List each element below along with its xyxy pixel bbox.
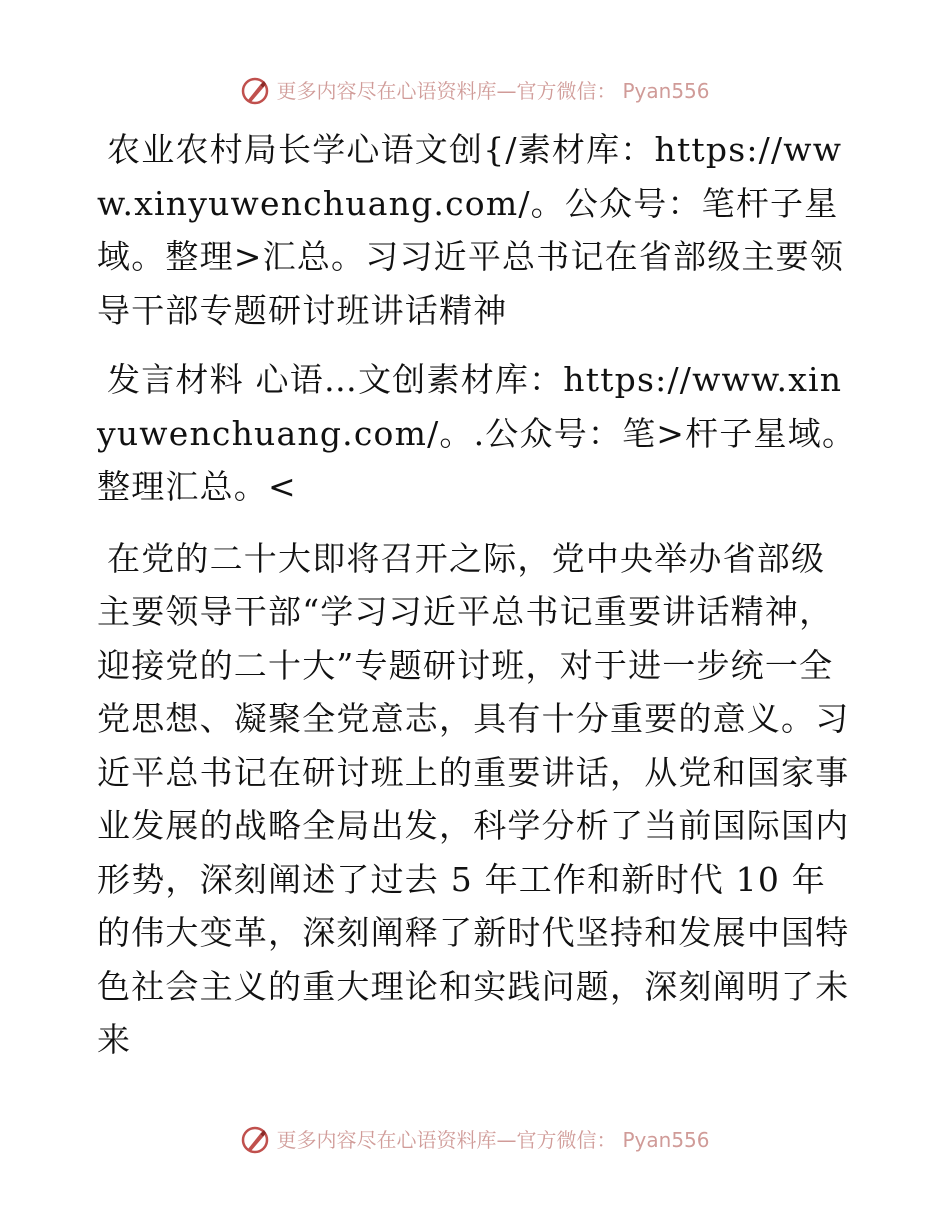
header-watermark <box>0 76 950 106</box>
paragraph-title: 农业农村局长学心语文创{/素材库：https://www.xinyuwenchuang.com/。公众号：笔杆子星域。整理>汇总。习习近平总书记在省部级主要领导干部专题研讨班讲话精神 <box>97 130 845 330</box>
paragraph-source-note: 发言材料 心语…文创素材库：https://www.xinyuwenchuang.com/。.公众号：笔>杆子星域。整理汇总。< <box>97 360 857 506</box>
watermark-contact: Pyan556 <box>622 1128 710 1152</box>
document-body <box>97 123 857 1067</box>
watermark-text: 更多内容尽在心语资料库—官方微信： <box>276 79 617 103</box>
footer-watermark <box>0 1125 950 1155</box>
pen-logo-icon <box>240 76 270 106</box>
watermark-text: 更多内容尽在心语资料库—官方微信： <box>276 1128 617 1152</box>
pen-logo-icon <box>240 1125 270 1155</box>
paragraph-body: 在党的二十大即将召开之际，党中央举办省部级主要领导干部“学习习近平总书记重要讲话精神，迎接党的二十大”专题研讨班，对于进一步统一全党思想、凝聚全党意志，具有十分重要的意义。习近平总书记在研讨班上的重要讲话，从党和国家事业发展的战略全局出发，科学分析了当前国际国内形势，深刻阐述了过去 5 年工作和新时代 10 年的伟大变革，深刻阐释了新时代坚持和发展中国特色社会主义的重大理论和实践问题，深刻阐明了未来 <box>97 538 850 1059</box>
watermark-contact: Pyan556 <box>622 79 710 103</box>
